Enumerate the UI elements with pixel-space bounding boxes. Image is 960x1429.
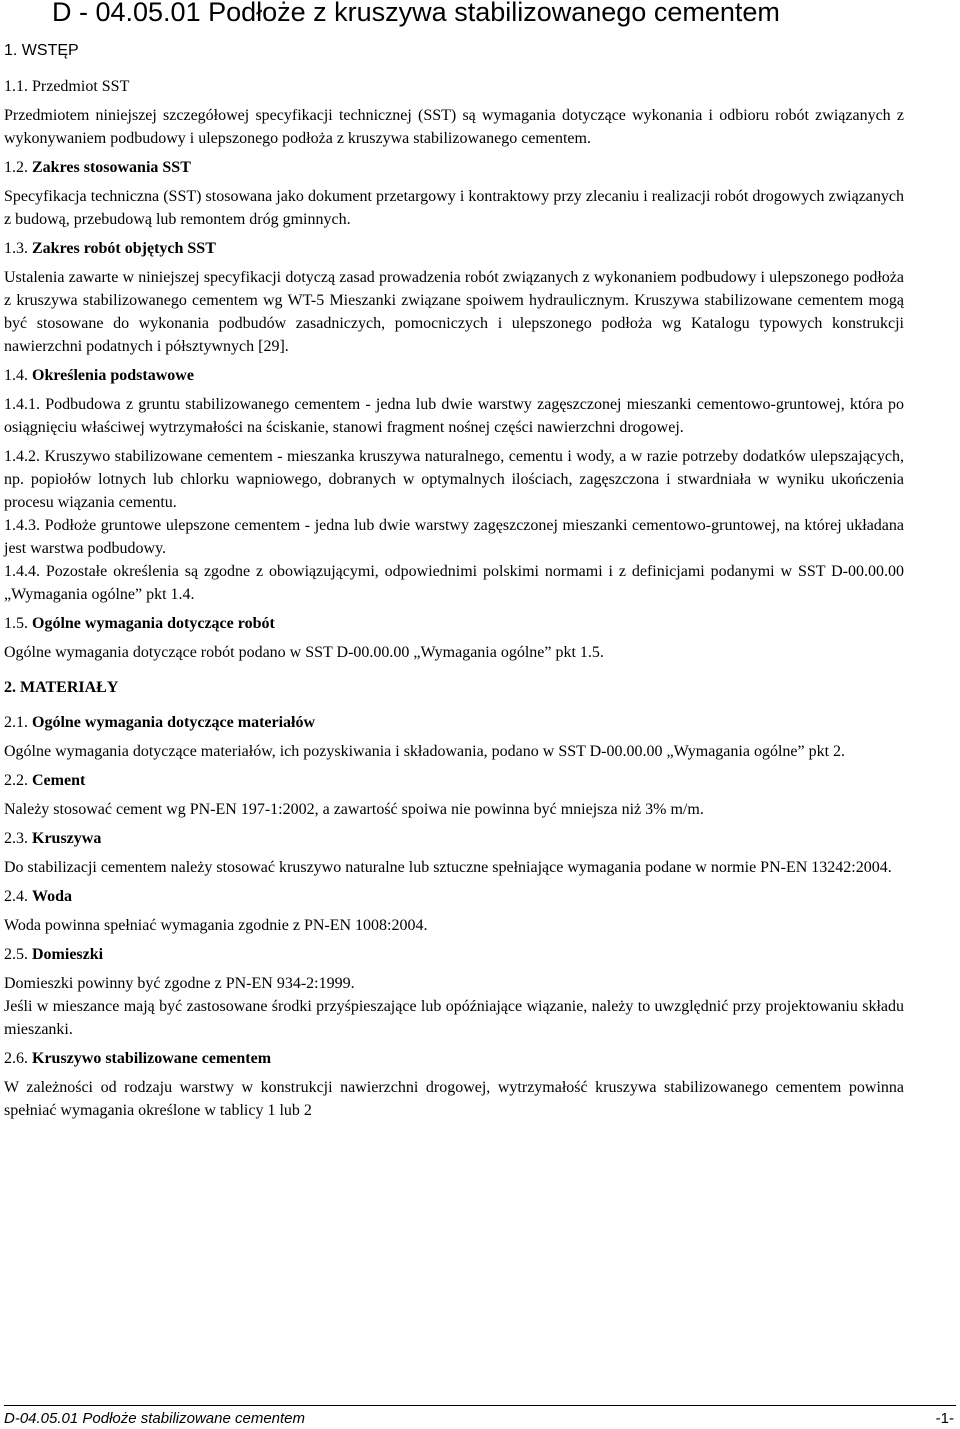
heading-1-5-title: Ogólne wymagania dotyczące robót	[32, 615, 275, 632]
heading-2-3-title: Kruszywa	[32, 830, 102, 847]
heading-1-5	[4, 612, 904, 635]
heading-2-4-num: 2.4.	[4, 888, 28, 905]
definition-1-4-3	[4, 514, 904, 560]
definition-text: Kruszywo stabilizowane cementem - mieszanka kruszywa naturalnego, cementu i wody, a w razie potrzeby dodatków ulepszających, np. popiołów lotnych lub chlorku wapniowego, dobranych w optymalnych ilościach, zagęszczona i stwardniała w wyniku ukończenia procesu wiązania cementu.	[4, 448, 905, 511]
heading-1-2-num: 1.2.	[4, 159, 28, 176]
footer-divider	[4, 1405, 956, 1406]
heading-2-6-num: 2.6.	[4, 1050, 28, 1067]
document-title: D - 04.05.01 Podłoże z kruszywa stabilizowanego cementem	[52, 0, 780, 27]
section-1-heading: 1. WSTĘP	[4, 42, 79, 59]
heading-2-2	[4, 769, 904, 792]
paragraph-1-2: Specyfikacja techniczna (SST) stosowana jako dokument przetargowy i kontraktowy przy zlecaniu i realizacji robót drogowych związanych z budową, przebudową lub remontem dróg gminnych.	[4, 188, 904, 228]
heading-1-2	[4, 156, 904, 179]
heading-1-5-num: 1.5.	[4, 615, 28, 632]
definition-1-4-1	[4, 393, 904, 439]
heading-2-6-title: Kruszywo stabilizowane cementem	[32, 1050, 272, 1067]
definition-text: Podłoże gruntowe ulepszone cementem - jedna lub dwie warstwy zagęszczonej mieszanki cementowo-gruntowej, na której układana jest warstwa podbudowy.	[4, 517, 905, 557]
definition-num: 1.4.3.	[4, 517, 40, 534]
definition-num: 1.4.1.	[4, 396, 40, 413]
document-body	[4, 75, 904, 1122]
footer-document-name: D-04.05.01 Podłoże stabilizowane cementem	[4, 1410, 306, 1427]
heading-1-4	[4, 364, 904, 387]
heading-1-3	[4, 237, 904, 260]
paragraph-2-4: Woda powinna spełniać wymagania zgodnie z PN-EN 1008:2004.	[4, 917, 428, 934]
definition-text: Pozostałe określenia są zgodne z obowiązującymi, odpowiednimi polskimi normami i z definicjami podanymi w SST D-00.00.00 „Wymagania ogólne” pkt 1.4.	[4, 563, 904, 603]
heading-1-1: 1.1. Przedmiot SST	[4, 78, 130, 95]
paragraph-2-5-a: Domieszki powinny być zgodne z PN-EN 934-2:1999.	[4, 975, 355, 992]
heading-2-5-num: 2.5.	[4, 946, 28, 963]
heading-1-3-num: 1.3.	[4, 240, 28, 257]
heading-1-3-title: Zakres robót objętych SST	[32, 240, 216, 257]
heading-2-2-title: Cement	[32, 772, 86, 789]
paragraph-1-3: Ustalenia zawarte w niniejszej specyfikacji dotyczą zasad prowadzenia robót związanych z wykonaniem podbudowy i ulepszonego podłoża z kruszywa stabilizowanego cementem wg WT-5 Mieszanki związane spoiwem hydraulicznym. Kruszywa stabilizowane cementem mogą być stosowane do wykonania podbudów zasadniczych, pomocniczych i ulepszonego podłoża wg Katalogu typowych konstrukcji nawierzchni podatnych i półsztywnych [29].	[4, 269, 904, 355]
heading-2-2-num: 2.2.	[4, 772, 28, 789]
heading-1-2-title: Zakres stosowania SST	[32, 159, 191, 176]
heading-2-3-num: 2.3.	[4, 830, 28, 847]
heading-1-4-title: Określenia podstawowe	[32, 367, 194, 384]
heading-2-4	[4, 885, 904, 908]
paragraph-2-1: Ogólne wymagania dotyczące materiałów, ich pozyskiwania i składowania, podano w SST D-00.00.00 „Wymagania ogólne” pkt 2.	[4, 743, 846, 760]
heading-2-1-title: Ogólne wymagania dotyczące materiałów	[32, 714, 316, 731]
heading-1-4-num: 1.4.	[4, 367, 28, 384]
heading-2-1-num: 2.1.	[4, 714, 28, 731]
definition-num: 1.4.4.	[4, 563, 40, 580]
paragraph-2-3: Do stabilizacji cementem należy stosować kruszywo naturalne lub sztuczne spełniające wymagania podane w normie PN-EN 13242:2004.	[4, 859, 892, 876]
heading-2-4-title: Woda	[32, 888, 73, 905]
paragraph-1-1: Przedmiotem niniejszej szczegółowej specyfikacji technicznej (SST) są wymagania dotyczące wykonania i odbioru robót związanych z wykonywaniem podbudowy i ulepszonego podłoża z kruszywa stabilizowanego cementem.	[4, 107, 904, 147]
footer-page-number: -1-	[935, 1410, 954, 1427]
definition-num: 1.4.2.	[4, 448, 40, 465]
heading-2-5-title: Domieszki	[32, 946, 104, 963]
definition-1-4-2	[4, 445, 904, 514]
section-2-title: 2. MATERIAŁY	[4, 679, 119, 696]
paragraph-2-2: Należy stosować cement wg PN-EN 197-1:2002, a zawartość spoiwa nie powinna być mniejsza niż 3% m/m.	[4, 801, 704, 818]
paragraph-2-5-b: Jeśli w mieszance mają być zastosowane środki przyśpieszające lub opóźniające wiązanie, należy to uwzględnić przy projektowaniu składu mieszanki.	[4, 998, 904, 1038]
heading-2-1	[4, 711, 904, 734]
paragraph-1-5: Ogólne wymagania dotyczące robót podano w SST D-00.00.00 „Wymagania ogólne” pkt 1.5.	[4, 644, 604, 661]
definition-text: Podbudowa z gruntu stabilizowanego cementem - jedna lub dwie warstwy zagęszczonej mieszanki cementowo-gruntowej, która po osiągnięciu właściwej wytrzymałości na ściskanie, stanowi fragment nośnej części nawierzchni drogowej.	[4, 396, 904, 436]
section-2-heading	[4, 676, 904, 699]
heading-2-3	[4, 827, 904, 850]
heading-2-6	[4, 1047, 904, 1070]
heading-2-5	[4, 943, 904, 966]
paragraph-2-6: W zależności od rodzaju warstwy w konstrukcji nawierzchni drogowej, wytrzymałość kruszywa stabilizowanego cementem powinna spełniać wymagania określone w tablicy 1 lub 2	[4, 1079, 904, 1119]
definition-1-4-4	[4, 560, 904, 606]
